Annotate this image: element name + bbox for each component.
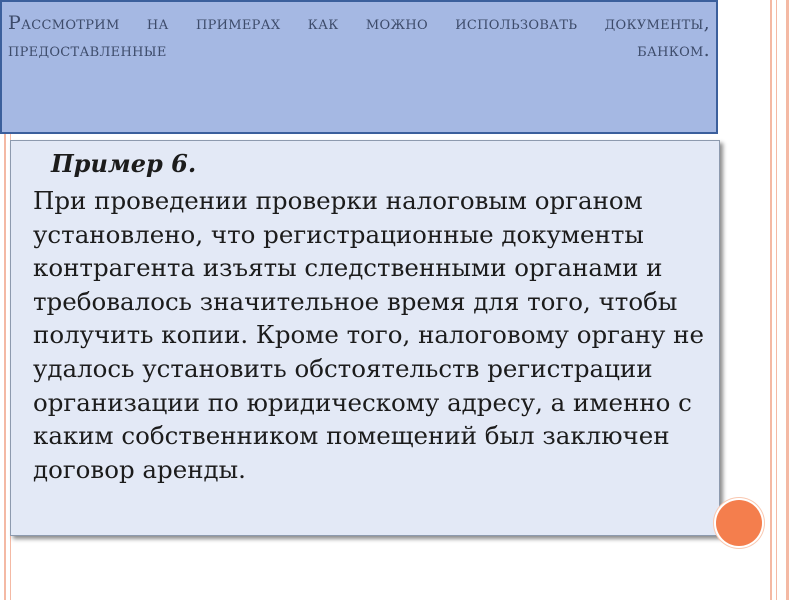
right-decorative-line-2 [776,0,777,600]
slide-title-box [0,0,718,134]
example-heading: Пример 6. [51,149,197,178]
right-decorative-line-1 [770,0,772,600]
slide-content-box [10,140,720,536]
slide-title: Рассмотрим на примерах как можно использовать документы, предоставленные банком. [8,12,710,61]
right-decorative-line-3 [786,0,789,600]
decorative-circle-icon [716,500,762,546]
example-body-text: При проведении проверки налоговым органом установлено, что регистрационные документы контрагента изъяты следственными органами и требовалось значительное время для того, чтобы получить копии. Кроме того, налоговому органу не удалось установить обстоятельств регистрации организации по юридическому адресу, а именно с каким собственником помещений был заключен договор аренды. [33,186,704,484]
